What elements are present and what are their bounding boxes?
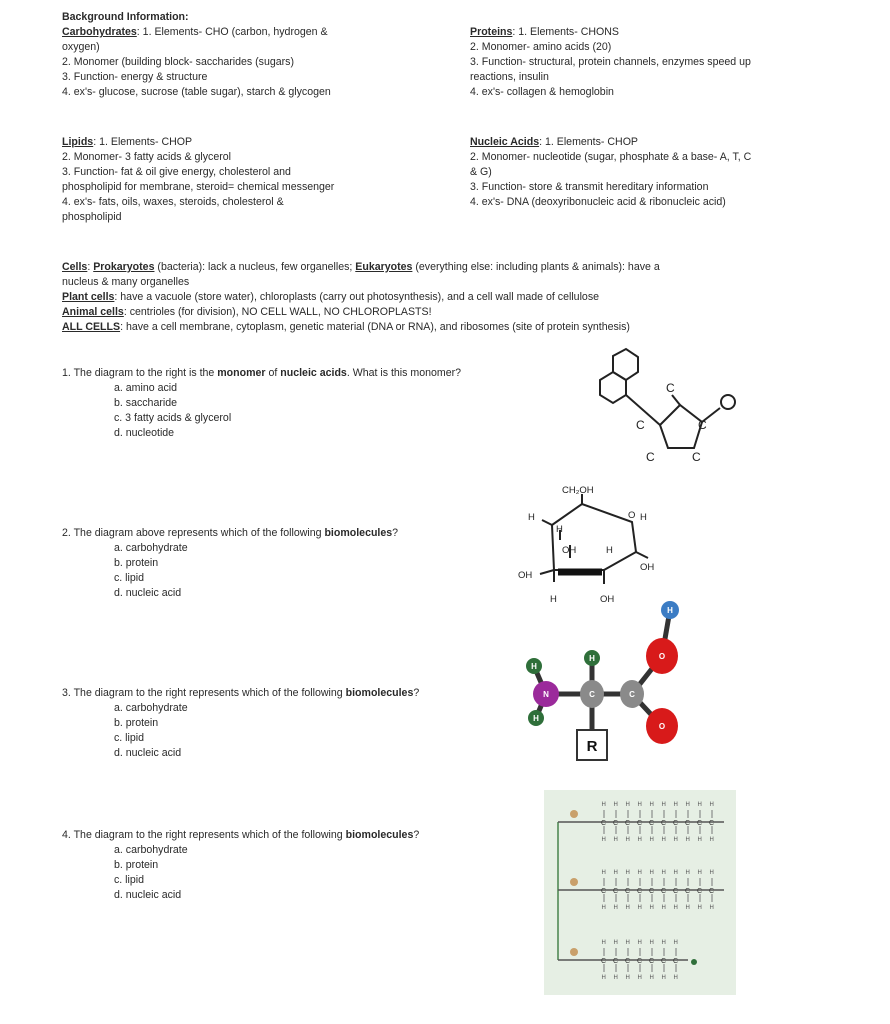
o-text-1: O [658, 652, 666, 661]
o-label: O [628, 510, 636, 521]
lip-line-6: phospholipid [62, 211, 122, 223]
lipid-hydrogen: H [697, 870, 702, 876]
lipid-hydrogen: H [601, 802, 606, 808]
glucose-diagram [510, 480, 670, 610]
proteins-title: Proteins [470, 26, 513, 38]
q3-post: ? [413, 687, 420, 699]
lip-line-5: 4. ex's- fats, oils, waxes, steroids, cholesterol & [62, 196, 284, 208]
q1-mid: of [265, 367, 281, 379]
q1-option-d[interactable]: d. nucleotide [114, 427, 175, 439]
q3-option-d[interactable]: d. nucleic acid [114, 747, 182, 759]
q2-option-a[interactable]: a. carbohydrate [114, 542, 188, 554]
nuc-line-1: 1. Elements- CHOP [544, 136, 639, 148]
r-text: R [586, 738, 598, 755]
h-text-1: H [531, 662, 537, 671]
oh-label-2: OH [640, 562, 655, 573]
plant-cells-text: : have a vacuole (store water), chloroplasts (carry out photosynthesis), and a cell wall made of cellulose [114, 291, 600, 303]
q1-bold-1: monomer [217, 367, 266, 379]
lipid-hydrogen: H [613, 802, 618, 808]
lipid-hydrogen: H [673, 905, 678, 911]
q2-option-d[interactable]: d. nucleic acid [114, 587, 182, 599]
lipid-carbon: C [613, 888, 619, 895]
amino-acid-diagram [520, 598, 700, 768]
lipid-hydrogen: H [637, 940, 642, 946]
lipid-hydrogen: H [661, 905, 666, 911]
lipid-carbon: C [637, 820, 643, 827]
lipid-hydrogen: H [613, 975, 618, 981]
lipid-hydrogen: H [613, 870, 618, 876]
lipid-carbon: C [661, 958, 667, 965]
cells-section: Cells: Prokaryotes (bacteria): lack a nucleus, few organelles; Eukaryotes (everything else: including plants & animals): have a nucleus & many organelles Plant cells: have a vacuole (store water), chloroplasts (carry out photosynthesis), and a cell wall made of cellulose Animal cells: centrioles (for division), NO CELL WALL, NO CHLOROPLASTS! ALL CELLS: have a cell membrane, cytoplasm, genetic material (DNA or RNA), and ribosomes (site of protein synthesis) [62, 260, 862, 335]
q3-prompt: 3. The diagram to the right represents which of the following [62, 687, 346, 699]
lipid-hydrogen: H [673, 802, 678, 808]
lipid-carbon: C [697, 888, 703, 895]
lipid-hydrogen: H [613, 940, 618, 946]
lipid-carbon: C [685, 888, 691, 895]
lipid-carbon: C [673, 958, 679, 965]
q4-prompt: 4. The diagram to the right represents which of the following [62, 829, 346, 841]
q1-post: . What is this monomer? [346, 367, 462, 379]
lip-line-2: 2. Monomer- 3 fatty acids & glycerol [62, 151, 231, 163]
lipid-hydrogen: H [649, 975, 654, 981]
prot-line-5: 4. ex's- collagen & hemoglobin [470, 86, 614, 98]
lipid-carbon: C [673, 820, 679, 827]
q1-bold-2: nucleic acids [280, 367, 347, 379]
q2-option-c[interactable]: c. lipid [114, 572, 145, 584]
lipid-carbon: C [661, 820, 667, 827]
lipid-hydrogen: H [625, 940, 630, 946]
lipids-title: Lipids [62, 136, 94, 148]
prot-line-4: reactions, insulin [470, 71, 549, 83]
prot-line-2: 2. Monomer- amino acids (20) [470, 41, 612, 53]
lipid-hydrogen: H [673, 975, 678, 981]
lipid-hydrogen: H [625, 905, 630, 911]
lipid-hydrogen: H [685, 905, 690, 911]
lipid-carbon: C [613, 820, 619, 827]
lipid-carbon: C [601, 888, 607, 895]
lipid-carbon: C [709, 820, 715, 827]
lipid-hydrogen: H [649, 905, 654, 911]
nuc-line-3: & G) [470, 166, 492, 178]
animal-cells-text: : centrioles (for division), NO CELL WALL, NO CHLOROPLASTS! [123, 306, 432, 318]
c-label-2: C [636, 418, 645, 432]
all-cells-label: ALL CELLS [62, 321, 121, 333]
lipid-hydrogen: H [601, 940, 606, 946]
lipid-carbon: C [601, 820, 607, 827]
background-heading [62, 10, 189, 25]
lipid-hydrogen: H [685, 802, 690, 808]
ester-oxygen [570, 810, 578, 818]
lipid-hydrogen: H [649, 940, 654, 946]
lipid-hydrogen: H [685, 870, 690, 876]
lip-line-1: 1. Elements- CHOP [99, 136, 193, 148]
lipid-hydrogen: H [601, 905, 606, 911]
h-text-2: H [533, 714, 539, 723]
o-text-2: O [658, 722, 666, 731]
prokaryotes-text: (bacteria): lack a nucleus, few organelles; [157, 261, 353, 273]
eukaryotes-text: (everything else: including plants & animals): have a [415, 261, 660, 273]
lipid-hydrogen: H [709, 802, 714, 808]
lipid-hydrogen: H [625, 802, 630, 808]
lipid-hydrogen: H [625, 975, 630, 981]
lipid-hydrogen: H [709, 837, 714, 843]
lip-line-3: 3. Function- fat & oil give energy, cholesterol and [62, 166, 291, 178]
proteins-section: Proteins: 1. Elements- CHONS 2. Monomer- amino acids (20) 3. Function- structural, protein channels, enzymes speed up reactions, insulin 4. ex's- collagen & hemoglobin [470, 25, 870, 100]
lipid-hydrogen: H [697, 905, 702, 911]
prokaryotes-label: Prokaryotes [93, 261, 155, 273]
lipid-hydrogen: H [661, 802, 666, 808]
lipid-carbon: C [637, 888, 643, 895]
carb-line-3: 2. Monomer (building block- saccharides (sugars) [62, 56, 294, 68]
oh-label-3: OH [518, 570, 533, 581]
lipid-carbon: C [673, 888, 679, 895]
c-text-2: C [629, 690, 635, 699]
carbohydrates-title: Carbohydrates [62, 26, 137, 38]
triglyceride-diagram [544, 790, 736, 995]
q1-option-a[interactable]: a. amino acid [114, 382, 178, 394]
q3-option-b[interactable]: b. protein [114, 717, 159, 729]
q3-option-a[interactable]: a. carbohydrate [114, 702, 188, 714]
q2-option-b[interactable]: b. protein [114, 557, 159, 569]
lipid-hydrogen: H [601, 975, 606, 981]
lipid-carbon: C [649, 958, 655, 965]
lip-line-4: phospholipid for membrane, steroid= chemical messenger [62, 181, 335, 193]
carb-line-4: 3. Function- energy & structure [62, 71, 208, 83]
lipids-section: Lipids: 1. Elements- CHOP 2. Monomer- 3 fatty acids & glycerol 3. Function- fat & oil give energy, cholesterol and phospholipid for membrane, steroid= chemical messenger 4. ex's- fats, oils, waxes, steroids, cholesterol & phospholipid [62, 135, 442, 225]
lipid-hydrogen: H [625, 837, 630, 843]
question-3 [62, 686, 419, 761]
lipid-hydrogen: H [625, 870, 630, 876]
carbohydrates-section: Carbohydrates: 1. Elements- CHO (carbon, hydrogen & oxygen) 2. Monomer (building block- saccharides (sugars) 3. Function- energy & structure 4. ex's- glucose, sucrose (table sugar), starch & glycogen [62, 25, 442, 100]
n-text: N [543, 690, 549, 699]
lipid-hydrogen: H [601, 870, 606, 876]
c-label-1: C [666, 381, 675, 395]
lipid-hydrogen: H [673, 837, 678, 843]
prot-line-3: 3. Function- structural, protein channels, enzymes speed up [470, 56, 751, 68]
q1-option-b[interactable]: b. saccharide [114, 397, 178, 409]
lipid-hydrogen: H [637, 802, 642, 808]
h-label-2: H [556, 524, 563, 535]
heading-text: Background Information: [62, 11, 189, 23]
carb-line-2: oxygen) [62, 41, 100, 53]
nucleotide-diagram [580, 340, 760, 470]
question-1 [62, 366, 461, 441]
nuc-line-5: 4. ex's- DNA (deoxyribonucleic acid & ribonucleic acid) [470, 196, 726, 208]
lipid-hydrogen: H [673, 940, 678, 946]
animal-cells-label: Animal cells [62, 306, 124, 318]
question-2 [62, 526, 398, 601]
lipid-hydrogen: H [661, 940, 666, 946]
lipid-hydrogen: H [649, 837, 654, 843]
lipid-carbon: C [625, 820, 631, 827]
plant-cells-label: Plant cells [62, 291, 115, 303]
c-label-4: C [646, 450, 655, 464]
cells-label: Cells [62, 261, 88, 273]
q4-option-c[interactable]: c. lipid [114, 874, 145, 886]
base-ring-2 [613, 349, 638, 380]
q3-option-c[interactable]: c. lipid [114, 732, 145, 744]
lipid-hydrogen: H [649, 802, 654, 808]
oh-label-1: OH [562, 545, 577, 556]
lipid-carbon: C [601, 958, 607, 965]
lipid-carbon: C [649, 888, 655, 895]
h-text-3: H [589, 654, 595, 663]
lipid-hydrogen: H [697, 802, 702, 808]
lipid-hydrogen: H [697, 837, 702, 843]
c-label-3: C [698, 418, 707, 432]
eukaryotes-label: Eukaryotes [355, 261, 413, 273]
lipid-carbon: C [709, 888, 715, 895]
h-label-3: H [640, 512, 647, 523]
q2-bold: biomolecules [324, 527, 393, 539]
lipid-hydrogen: H [661, 975, 666, 981]
lipid-hydrogen: H [661, 837, 666, 843]
q1-prompt: 1. The diagram to the right is the [62, 367, 218, 379]
q4-option-b[interactable]: b. protein [114, 859, 159, 871]
lipid-carbon: C [625, 958, 631, 965]
nuc-line-4: 3. Function- store & transmit hereditary information [470, 181, 709, 193]
lipid-carbon: C [613, 958, 619, 965]
lipid-hydrogen: H [685, 837, 690, 843]
double-bond-marker [691, 959, 697, 965]
h-label-5: H [550, 594, 557, 605]
lipid-hydrogen: H [637, 870, 642, 876]
lipid-carbon: C [661, 888, 667, 895]
q3-bold: biomolecules [345, 687, 414, 699]
nucleic-acids-section: Nucleic Acids: 1. Elements- CHOP 2. Monomer- nucleotide (sugar, phosphate & a base- A, T, C & G) 3. Function- store & transmit hereditary information 4. ex's- DNA (deoxyribonucleic acid & ribonucleic acid) [470, 135, 870, 210]
ester-oxygen [570, 878, 578, 886]
h-label-4: H [606, 545, 613, 556]
oh-label-4: OH [600, 594, 615, 605]
q1-option-c[interactable]: c. 3 fatty acids & glycerol [114, 412, 232, 424]
q4-option-d[interactable]: d. nucleic acid [114, 889, 182, 901]
lipid-carbon: C [625, 888, 631, 895]
lipid-hydrogen: H [613, 837, 618, 843]
c-text-1: C [589, 690, 595, 699]
lipid-hydrogen: H [661, 870, 666, 876]
q4-post: ? [413, 829, 420, 841]
q2-prompt: 2. The diagram above represents which of the following [62, 527, 325, 539]
glucose-ring [552, 504, 636, 570]
lipid-carbon: C [637, 958, 643, 965]
h-label-1: H [528, 512, 535, 523]
question-4 [62, 828, 419, 903]
lipid-carbon: C [697, 820, 703, 827]
q2-post: ? [392, 527, 399, 539]
lipid-hydrogen: H [709, 870, 714, 876]
lipid-hydrogen: H [637, 975, 642, 981]
lipid-hydrogen: H [613, 905, 618, 911]
sugar-ring [660, 405, 702, 448]
lipid-hydrogen: H [601, 837, 606, 843]
prot-line-1: 1. Elements- CHONS [518, 26, 619, 38]
lipid-carbon: C [685, 820, 691, 827]
lipid-hydrogen: H [709, 905, 714, 911]
ch2oh-label: CH₂OH [562, 485, 594, 496]
lipid-hydrogen: H [649, 870, 654, 876]
lipid-hydrogen: H [637, 905, 642, 911]
lipid-hydrogen: H [673, 870, 678, 876]
lipid-carbon: C [649, 820, 655, 827]
carb-line-1: 1. Elements- CHO (carbon, hydrogen & [142, 26, 328, 38]
h-text-4: H [667, 606, 673, 615]
q4-bold: biomolecules [345, 829, 414, 841]
all-cells-text: : have a cell membrane, cytoplasm, genetic material (DNA or RNA), and ribosomes (site of protein synthesis) [120, 321, 630, 333]
eukaryotes-cont: nucleus & many organelles [62, 276, 190, 288]
ester-oxygen [570, 948, 578, 956]
lipid-hydrogen: H [637, 837, 642, 843]
c-label-5: C [692, 450, 701, 464]
carb-line-5: 4. ex's- glucose, sucrose (table sugar), starch & glycogen [62, 86, 331, 98]
q4-option-a[interactable]: a. carbohydrate [114, 844, 188, 856]
nucleic-acids-title: Nucleic Acids [470, 136, 540, 148]
nuc-line-2: 2. Monomer- nucleotide (sugar, phosphate & a base- A, T, C [470, 151, 752, 163]
